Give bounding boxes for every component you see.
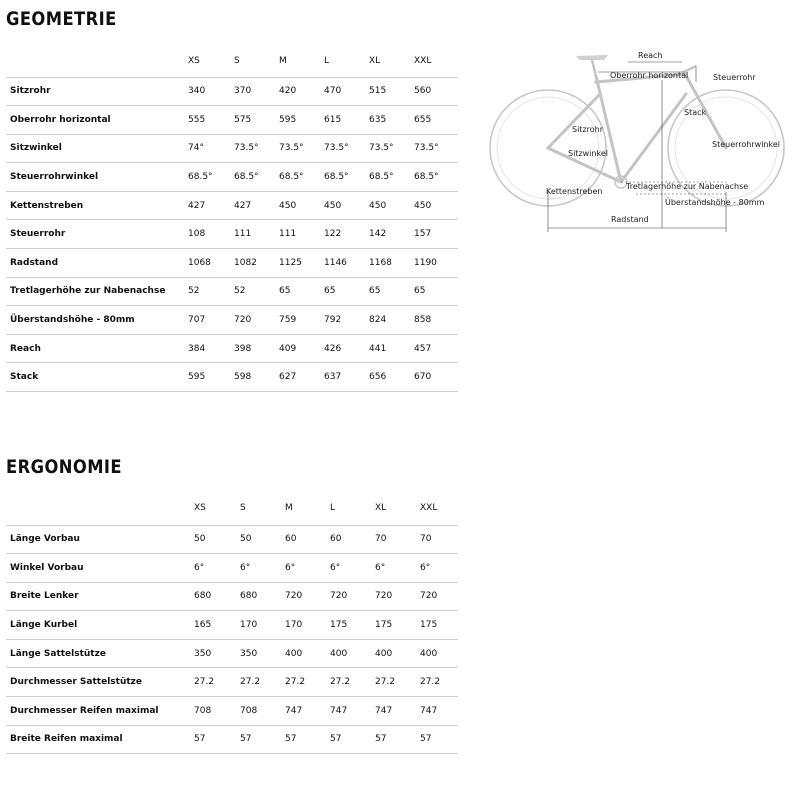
ergonomie-size-header: M	[285, 503, 330, 525]
table-cell: 6°	[194, 554, 240, 583]
table-cell: 73.5°	[324, 134, 369, 163]
table-cell: 370	[234, 77, 279, 106]
diagram-label-steuerrohr: Steuerrohr	[713, 73, 756, 82]
row-label: Durchmesser Reifen maximal	[6, 697, 194, 726]
table-cell: 707	[188, 306, 234, 335]
table-row	[6, 639, 458, 668]
table-row	[6, 134, 458, 163]
table-cell: 1082	[234, 249, 279, 278]
geometrie-size-header: XS	[188, 56, 234, 77]
diagram-label-steuerrohrwinkel: Steuerrohrwinkel	[712, 140, 780, 149]
table-cell: 65	[279, 277, 324, 306]
table-cell: 441	[369, 334, 414, 363]
table-cell: 175	[375, 611, 420, 640]
table-cell: 515	[369, 77, 414, 106]
diagram-label-sitzwinkel: Sitzwinkel	[568, 149, 608, 158]
saddle	[576, 55, 608, 60]
row-label: Überstandshöhe - 80mm	[6, 306, 188, 335]
diagram-label-oberrohr: Oberrohr horizontal	[610, 71, 689, 80]
table-cell: 720	[285, 582, 330, 611]
geometrie-title: GEOMETRIE	[6, 8, 117, 30]
seatpost	[592, 60, 596, 76]
table-cell: 747	[420, 697, 458, 726]
table-cell: 1068	[188, 249, 234, 278]
table-row	[6, 611, 458, 640]
table-cell: 400	[375, 639, 420, 668]
ergonomie-size-header: L	[330, 503, 375, 525]
table-cell: 400	[285, 639, 330, 668]
table-row	[6, 725, 458, 754]
table-cell: 50	[240, 525, 285, 554]
table-cell: 720	[375, 582, 420, 611]
table-cell: 708	[240, 697, 285, 726]
table-cell: 175	[330, 611, 375, 640]
table-cell: 420	[279, 77, 324, 106]
table-cell: 350	[240, 639, 285, 668]
table-cell: 400	[330, 639, 375, 668]
table-cell: 65	[369, 277, 414, 306]
table-cell: 65	[324, 277, 369, 306]
table-row	[6, 277, 458, 306]
diagram-label-kettenstreben: Kettenstreben	[546, 187, 603, 196]
table-row	[6, 668, 458, 697]
row-label: Länge Kurbel	[6, 611, 194, 640]
table-cell: 68.5°	[234, 163, 279, 192]
table-cell: 747	[285, 697, 330, 726]
table-cell: 384	[188, 334, 234, 363]
row-label: Kettenstreben	[6, 191, 188, 220]
table-cell: 50	[194, 525, 240, 554]
diagram-label-sitzrohr: Sitzrohr	[572, 125, 604, 134]
table-row	[6, 554, 458, 583]
geometrie-size-header: XL	[369, 56, 414, 77]
row-label: Steuerrohr	[6, 220, 188, 249]
table-cell: 427	[234, 191, 279, 220]
table-cell: 635	[369, 106, 414, 135]
table-cell: 57	[240, 725, 285, 754]
table-cell: 142	[369, 220, 414, 249]
table-row	[6, 220, 458, 249]
table-cell: 595	[279, 106, 324, 135]
table-cell: 637	[324, 363, 369, 392]
table-cell: 400	[420, 639, 458, 668]
table-cell: 73.5°	[369, 134, 414, 163]
table-row	[6, 334, 458, 363]
table-cell: 670	[414, 363, 458, 392]
table-cell: 68.5°	[279, 163, 324, 192]
table-cell: 680	[240, 582, 285, 611]
diagram-label-stack: Stack	[684, 108, 707, 117]
table-cell: 57	[194, 725, 240, 754]
table-cell: 747	[375, 697, 420, 726]
table-row	[6, 363, 458, 392]
ergonomie-title: ERGONOMIE	[6, 456, 122, 478]
table-cell: 170	[285, 611, 330, 640]
table-cell: 792	[324, 306, 369, 335]
table-cell: 598	[234, 363, 279, 392]
table-cell: 560	[414, 77, 458, 106]
table-cell: 398	[234, 334, 279, 363]
table-cell: 6°	[330, 554, 375, 583]
table-row	[6, 306, 458, 335]
table-cell: 615	[324, 106, 369, 135]
row-label: Länge Sattelstütze	[6, 639, 194, 668]
table-cell: 60	[285, 525, 330, 554]
table-cell: 70	[420, 525, 458, 554]
table-cell: 122	[324, 220, 369, 249]
table-cell: 52	[188, 277, 234, 306]
table-cell: 426	[324, 334, 369, 363]
table-cell: 60	[330, 525, 375, 554]
table-cell: 720	[330, 582, 375, 611]
table-cell: 6°	[285, 554, 330, 583]
table-cell: 470	[324, 77, 369, 106]
table-cell: 70	[375, 525, 420, 554]
table-cell: 165	[194, 611, 240, 640]
row-label: Breite Reifen maximal	[6, 725, 194, 754]
row-label: Oberrohr horizontal	[6, 106, 188, 135]
table-cell: 57	[330, 725, 375, 754]
diagram-label-reach: Reach	[638, 51, 663, 60]
diagram-label-radstand: Radstand	[611, 215, 649, 224]
ergonomie-size-header: XS	[194, 503, 240, 525]
table-cell: 409	[279, 334, 324, 363]
table-cell: 6°	[375, 554, 420, 583]
geometrie-header-blank	[6, 56, 188, 77]
table-cell: 655	[414, 106, 458, 135]
table-cell: 175	[420, 611, 458, 640]
row-label: Radstand	[6, 249, 188, 278]
table-cell: 73.5°	[234, 134, 279, 163]
table-cell: 74°	[188, 134, 234, 163]
row-label: Länge Vorbau	[6, 525, 194, 554]
ergonomie-header-blank	[6, 503, 194, 525]
diagram-label-tretlager: Tretlagerhöhe zur Nabenachse	[626, 182, 749, 191]
ergonomie-table	[6, 503, 458, 754]
table-cell: 450	[369, 191, 414, 220]
table-cell: 27.2	[194, 668, 240, 697]
table-cell: 52	[234, 277, 279, 306]
ergonomie-size-header: XXL	[420, 503, 458, 525]
table-cell: 27.2	[420, 668, 458, 697]
table-cell: 108	[188, 220, 234, 249]
table-cell: 68.5°	[369, 163, 414, 192]
table-cell: 68.5°	[188, 163, 234, 192]
table-cell: 73.5°	[279, 134, 324, 163]
ergonomie-header-row	[6, 503, 458, 525]
table-cell: 170	[240, 611, 285, 640]
table-cell: 111	[234, 220, 279, 249]
table-cell: 680	[194, 582, 240, 611]
table-cell: 1190	[414, 249, 458, 278]
table-row	[6, 697, 458, 726]
table-cell: 824	[369, 306, 414, 335]
table-cell: 6°	[240, 554, 285, 583]
table-cell: 1146	[324, 249, 369, 278]
table-cell: 1168	[369, 249, 414, 278]
table-cell: 27.2	[330, 668, 375, 697]
table-cell: 73.5°	[414, 134, 458, 163]
table-cell: 350	[194, 639, 240, 668]
table-row	[6, 191, 458, 220]
table-cell: 595	[188, 363, 234, 392]
table-cell: 57	[375, 725, 420, 754]
table-cell: 656	[369, 363, 414, 392]
table-cell: 747	[330, 697, 375, 726]
ergonomie-size-header: S	[240, 503, 285, 525]
table-cell: 450	[279, 191, 324, 220]
table-cell: 68.5°	[414, 163, 458, 192]
table-cell: 457	[414, 334, 458, 363]
table-row	[6, 106, 458, 135]
table-cell: 627	[279, 363, 324, 392]
table-cell: 759	[279, 306, 324, 335]
table-cell: 340	[188, 77, 234, 106]
row-label: Winkel Vorbau	[6, 554, 194, 583]
table-row	[6, 163, 458, 192]
row-label: Sitzwinkel	[6, 134, 188, 163]
table-row	[6, 77, 458, 106]
table-cell: 65	[414, 277, 458, 306]
table-cell: 450	[324, 191, 369, 220]
table-cell: 1125	[279, 249, 324, 278]
geometrie-header-row	[6, 56, 458, 77]
geometrie-size-header: XXL	[414, 56, 458, 77]
geometrie-table	[6, 56, 458, 392]
diagram-label-ueberstand: Überstandshöhe - 80mm	[665, 198, 765, 207]
table-row	[6, 525, 458, 554]
row-label: Breite Lenker	[6, 582, 194, 611]
table-cell: 720	[420, 582, 458, 611]
table-cell: 450	[414, 191, 458, 220]
table-cell: 111	[279, 220, 324, 249]
row-label: Durchmesser Sattelstütze	[6, 668, 194, 697]
geometrie-size-header: M	[279, 56, 324, 77]
table-cell: 575	[234, 106, 279, 135]
row-label: Sitzrohr	[6, 77, 188, 106]
table-cell: 555	[188, 106, 234, 135]
table-cell: 27.2	[240, 668, 285, 697]
table-cell: 858	[414, 306, 458, 335]
table-cell: 57	[420, 725, 458, 754]
row-label: Steuerrohrwinkel	[6, 163, 188, 192]
table-row	[6, 582, 458, 611]
table-row	[6, 249, 458, 278]
table-cell: 27.2	[375, 668, 420, 697]
table-cell: 6°	[420, 554, 458, 583]
table-cell: 57	[285, 725, 330, 754]
bike-geometry-diagram	[486, 42, 790, 242]
geometrie-size-header: S	[234, 56, 279, 77]
table-cell: 720	[234, 306, 279, 335]
table-cell: 27.2	[285, 668, 330, 697]
table-cell: 708	[194, 697, 240, 726]
table-cell: 68.5°	[324, 163, 369, 192]
row-label: Stack	[6, 363, 188, 392]
ergonomie-size-header: XL	[375, 503, 420, 525]
table-cell: 427	[188, 191, 234, 220]
table-cell: 157	[414, 220, 458, 249]
row-label: Reach	[6, 334, 188, 363]
row-label: Tretlagerhöhe zur Nabenachse	[6, 277, 188, 306]
geometrie-size-header: L	[324, 56, 369, 77]
